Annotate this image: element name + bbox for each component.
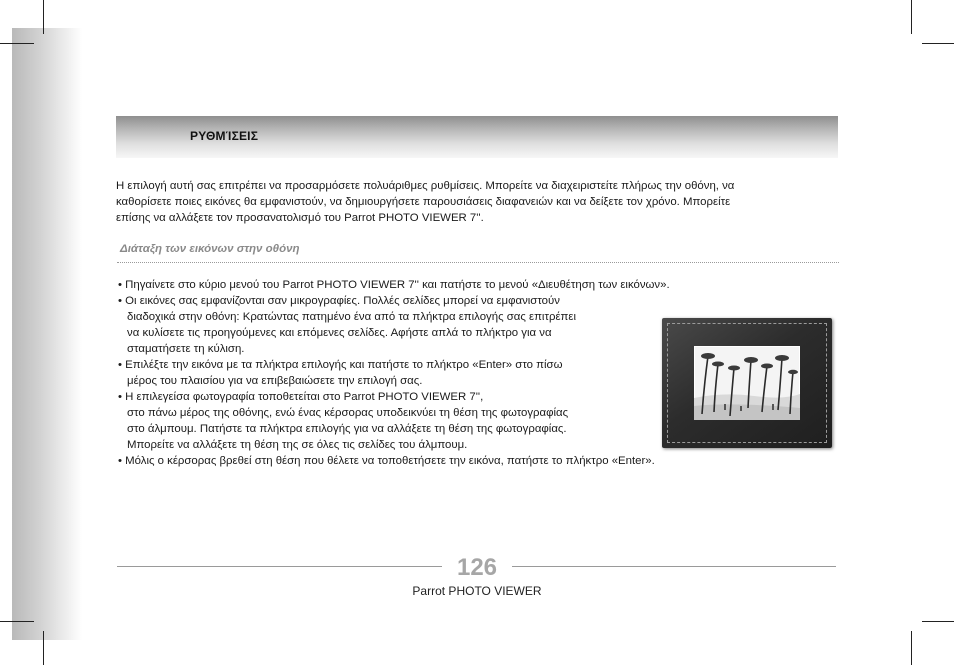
- crop-mark-bottom-right: [911, 631, 912, 665]
- photo-viewer-frame-image: [662, 318, 832, 448]
- list-item: • Μόλις ο κέρσορας βρεθεί στη θέση που θέλετε να τοποθετήσετε την εικόνα, πατήστε το πλήκτρο «Enter».: [118, 455, 655, 467]
- intro-paragraph: [116, 178, 840, 226]
- crop-mark-top-left: [43, 0, 44, 34]
- footer-brand: Parrot PHOTO VIEWER: [412, 584, 542, 598]
- section-header-bar: [116, 116, 838, 158]
- crop-mark-top-right-h: [922, 43, 954, 44]
- list-item: • Οι εικόνες σας εμφανίζονται σαν μικρογραφίες. Πολλές σελίδες μπορεί να εμφανιστούν διαδοχικά στην οθόνη: Κρατώντας πατημένο ένα από τα πλήκτρα επιλογής σας επιτρέπει να κυλίσετε τις προηγούμενες και επόμενες σελίδες. Αφήστε απλά το πλήκτρο για να σταματήσετε τη κύλιση.: [118, 295, 576, 355]
- crop-mark-top-left-h: [0, 43, 34, 44]
- section-title: ΡΥΘΜΊΣΕΙΣ: [190, 129, 259, 143]
- intro-line: Η επιλογή αυτή σας επιτρέπει να προσαρμόσετε πολυάριθμες ρυθμίσεις. Μπορείτε να διαχειριστείτε πλήρως την οθόνη, να: [116, 180, 735, 192]
- crop-mark-bottom-left: [43, 631, 44, 665]
- beach-photo-image: [694, 346, 800, 420]
- intro-line: επίσης να αλλάξετε τον προσανατολισμό του Parrot PHOTO VIEWER 7''.: [116, 212, 484, 224]
- list-item: • Πηγαίνετε στο κύριο μενού του Parrot PHOTO VIEWER 7'' και πατήστε το μενού «Διευθέτηση των εικόνων».: [118, 279, 670, 291]
- crop-mark-top-right: [911, 0, 912, 34]
- page-edge-shading: [12, 28, 82, 640]
- subsection-heading: Διάταξη των εικόνων στην οθόνη: [120, 243, 300, 255]
- dotted-divider: [117, 262, 839, 263]
- page-number: 126: [456, 554, 498, 581]
- list-item: • Επιλέξτε την εικόνα με τα πλήκτρα επιλογής και πατήστε το πλήκτρο «Enter» στο πίσω μέρος του πλαισίου για να επιβεβαιώσετε την επιλογή σας.: [118, 359, 563, 387]
- crop-mark-bottom-right-h: [922, 621, 954, 622]
- crop-mark-bottom-left-h: [0, 621, 34, 622]
- intro-line: καθορίσετε ποιες εικόνες θα εμφανιστούν, να δημιουργήσετε παρουσιάσεις διαφανειών και να δείξετε τον χρόνο. Μπορείτε: [116, 196, 731, 208]
- list-item: • Η επιλεγείσα φωτογραφία τοποθετείται στο Parrot PHOTO VIEWER 7'', στο πάνω μέρος της οθόνης, ενώ ένας κέρσορας υποδεικνύει τη θέση της φωτογραφίας στο άλμπουμ. Πατήστε τα πλήκτρα επιλογής για να αλλάξετε τη θέση της φωτογραφίας. Μπορείτε να αλλάξετε τη θέση της σε όλες τις σελίδες του άλμπουμ.: [118, 391, 569, 451]
